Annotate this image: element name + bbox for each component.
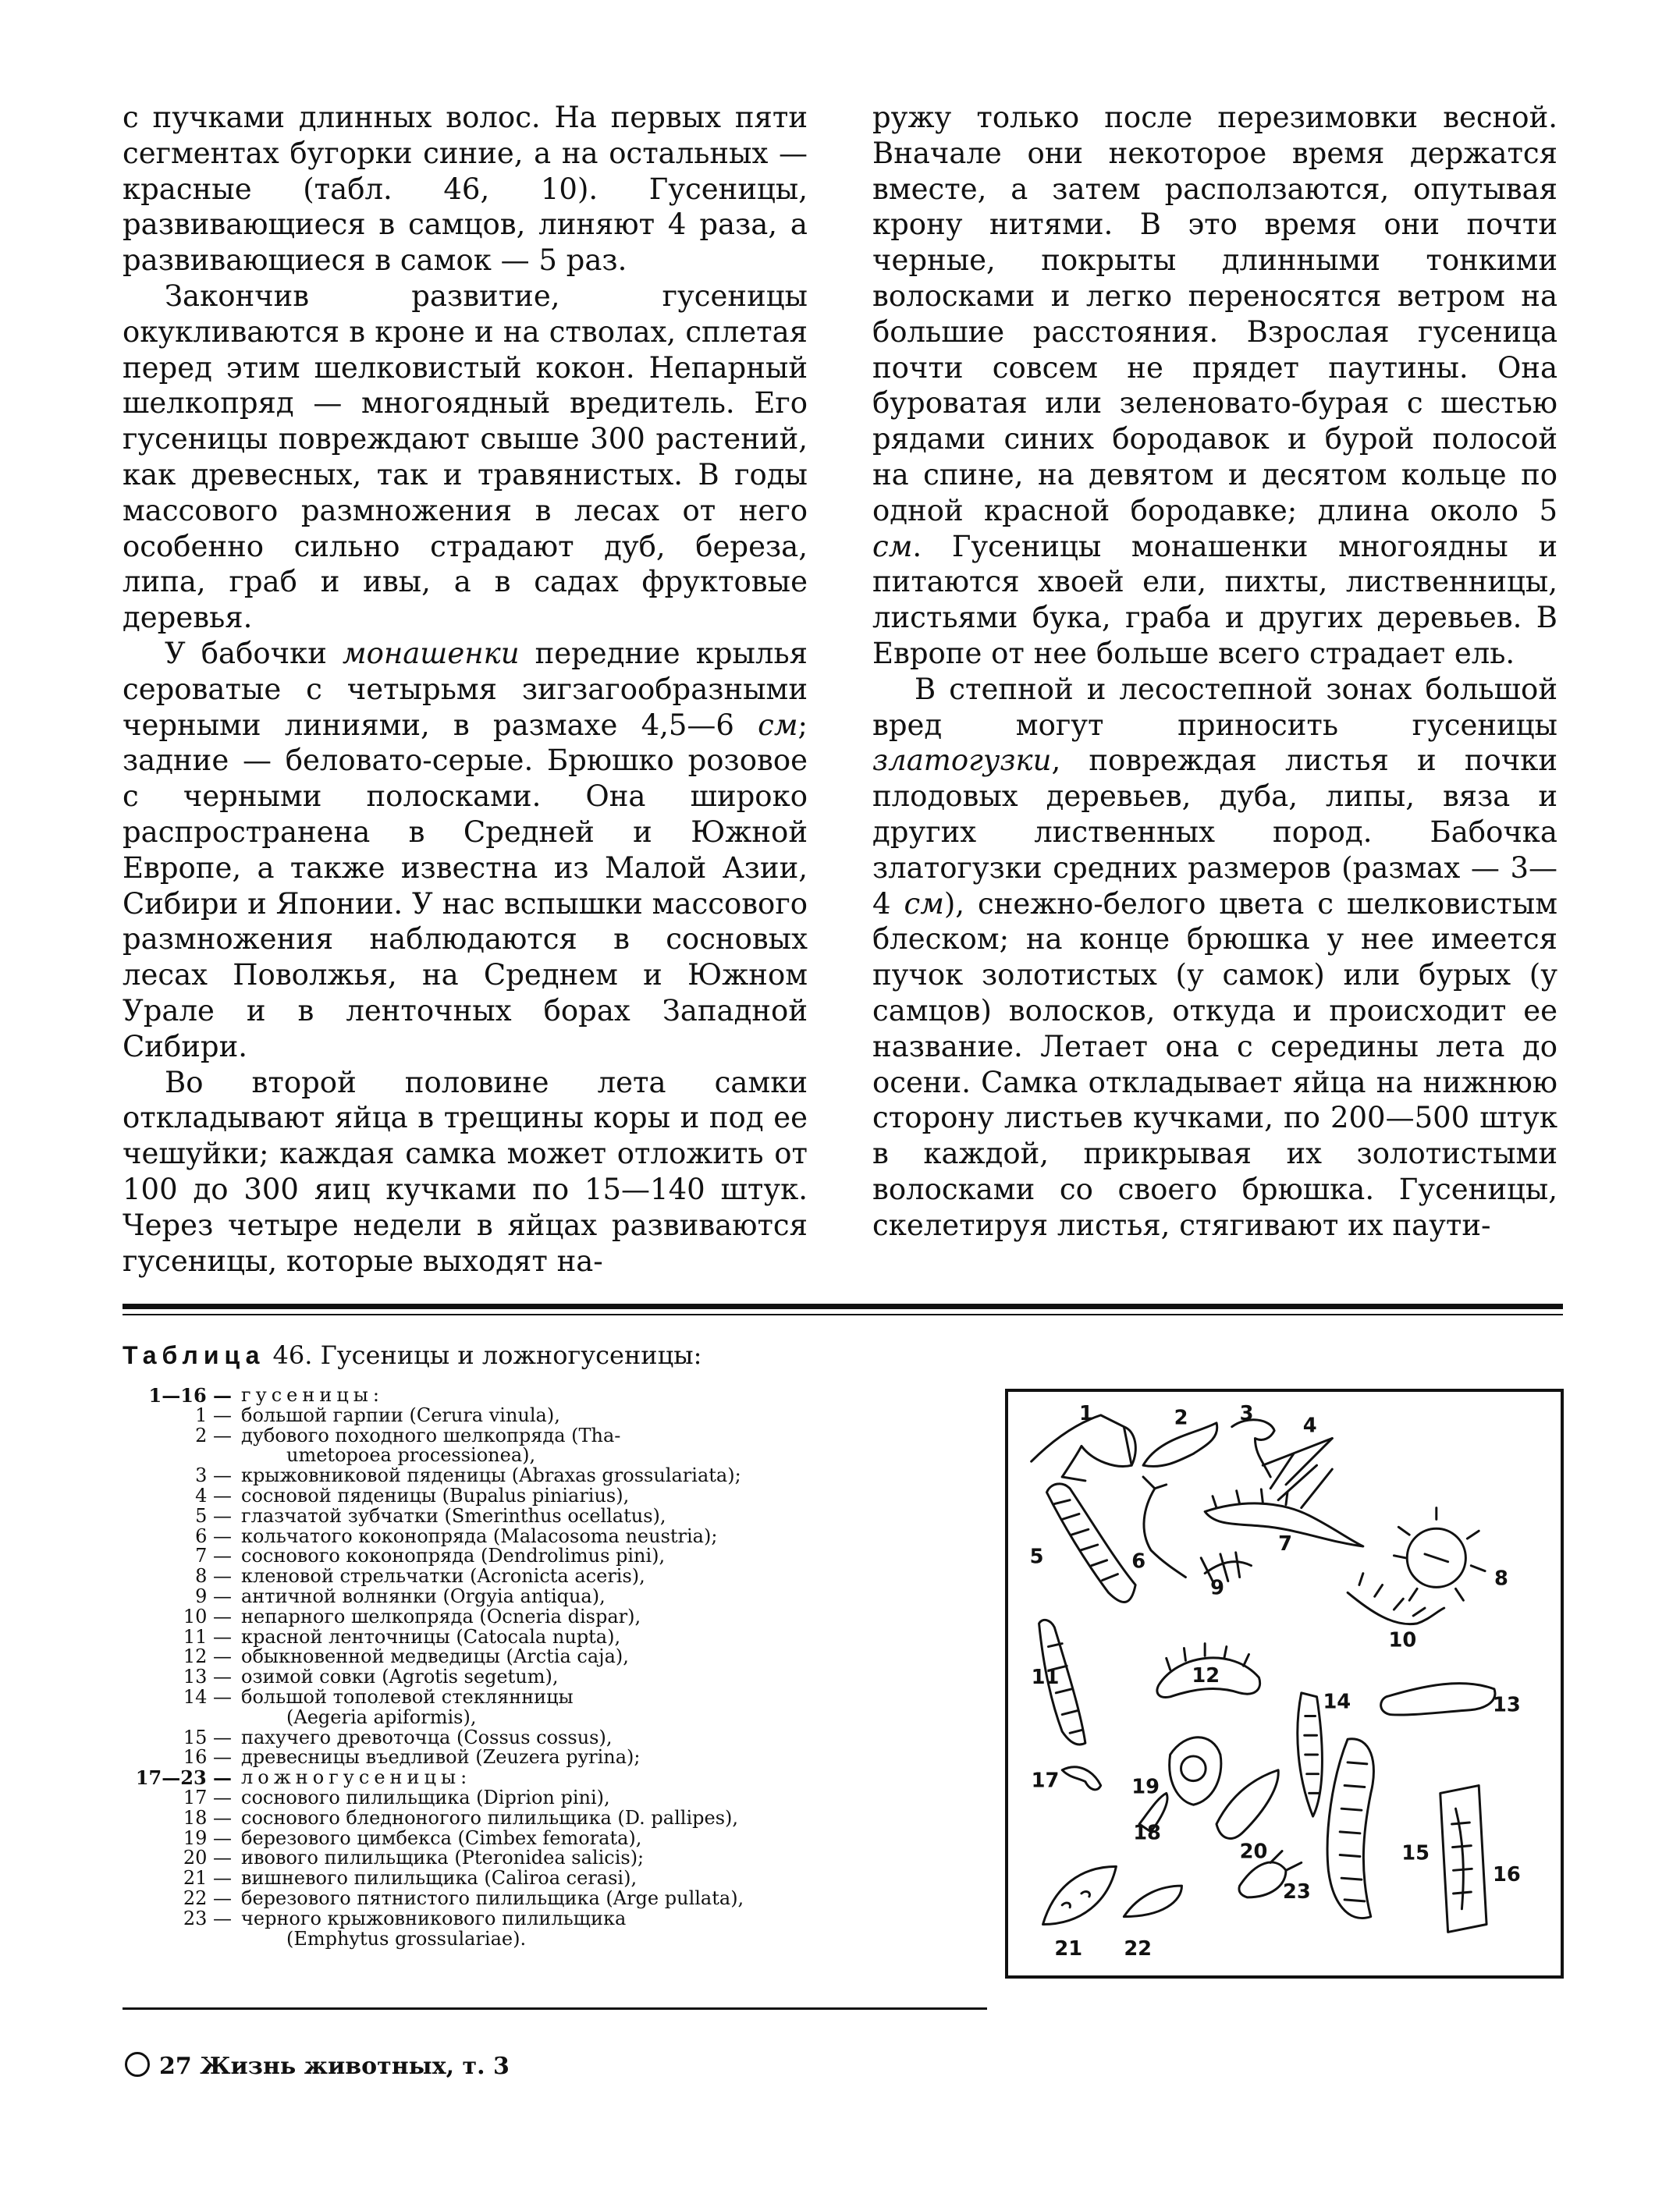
caterpillar-5 — [1046, 1484, 1135, 1603]
figure-label: 16 — [1492, 1863, 1521, 1887]
legend-text: непарного шелкопряда (Ocneria dispar), — [241, 1605, 641, 1627]
legend-text: (Aegeria apiformis), — [286, 1706, 477, 1728]
figure-label: 21 — [1054, 1937, 1083, 1961]
legend-text: соснового пилильщика (Diprion pini), — [241, 1786, 610, 1808]
legend-number: 6 — — [195, 1524, 232, 1547]
legend-text: (Emphytus grossulariae). — [286, 1927, 527, 1950]
legend-number: 10 — — [183, 1605, 232, 1627]
right-text-column — [872, 100, 1557, 1244]
legend-text: гусеницы: — [241, 1384, 384, 1406]
legend-number: 9 — — [195, 1585, 232, 1607]
legend-number: 21 — — [183, 1867, 232, 1890]
legend-text: красной ленточницы (Catocala nupta), — [241, 1625, 621, 1648]
legend-number: 14 — — [183, 1685, 232, 1708]
figure-label: 5 — [1029, 1545, 1044, 1569]
legend-text: кольчатого коконопряда (Malacosoma neustria); — [241, 1524, 718, 1547]
legend-text: древесницы въедливой (Zeuzera pyrina); — [241, 1746, 641, 1769]
legend-number: 4 — — [195, 1484, 232, 1507]
legend-number: 18 — — [183, 1806, 232, 1829]
legend-text: озимой совки (Agrotis segetum), — [241, 1666, 559, 1688]
figure-label: 12 — [1192, 1664, 1220, 1688]
caterpillar-16 — [1440, 1786, 1486, 1933]
legend-text: березового пятнистого пилильщика (Arge pullata), — [241, 1887, 744, 1909]
figure-label: 17 — [1031, 1769, 1060, 1793]
text-run: ), снежно-белого цвета с шелковистым блеском; на конце брюшка у нее имеется пучок золотистых (у самок) или бурых (у самцов) волосков, откуда и происходит ее название. Летает она с середины лета до осени. Самка откладывает яйца на нижнюю сторону листьев кучками, по 200—500 штук в каждой, прикрывая их золотистыми волосками со своего брюшка. Гусеницы, скелетируя листья, стягивают их паути- — [872, 886, 1557, 1242]
figure-label: 10 — [1388, 1628, 1417, 1652]
species-term: монашенки — [342, 636, 520, 670]
legend-number: 1 — — [195, 1404, 232, 1426]
legend-number: 11 — — [183, 1625, 232, 1648]
caterpillar-6 — [1143, 1477, 1185, 1578]
section-divider-thin — [123, 1314, 1563, 1315]
figure-label: 18 — [1133, 1821, 1161, 1845]
legend-number: 5 — — [195, 1504, 232, 1527]
legend-number: 22 — — [183, 1887, 232, 1909]
left-paragraph-2: Закончив развитие, гусеницы окукливаются в кроне и на стволах, сплетая перед этим шелковистый кокон. Непарный шелкопряд — многоядный вредитель. Его гусеницы повреждают свыше 300 растений, как древесных, так и травянистых. В годы массового размножения в лесах от него особенно сильно страдают дуб, береза, липа, граб и ивы, а в садах фруктовые деревья. — [123, 279, 808, 635]
text-run: В степной и лесостепной зонах большой вред могут приносить гусеницы — [872, 672, 1557, 742]
legend-text: березового цимбекса (Cimbex femorata), — [241, 1826, 642, 1849]
legend-text: umetopoea processionea), — [286, 1444, 536, 1467]
footer-circle-mark — [125, 2052, 150, 2077]
text-run: , повреждая листья и почки плодовых деревьев, дуба, липы, вяза и других лиственных пород. Бабочка златогузки средних размеров (размах — 3—4 — [872, 744, 1557, 921]
figure-label: 20 — [1239, 1840, 1268, 1864]
figure-label: 7 — [1278, 1532, 1292, 1556]
legend-text: глазчатой зубчатки (Smerinthus ocellatus), — [241, 1504, 666, 1527]
caterpillar-8 — [1394, 1508, 1485, 1601]
text-run: ; задние — беловато-серые. Брюшко розовое с черными полосками. Она широко распространена в Средней и Южной Европе, а также известна из Малой Азии, Сибири и Японии. У нас вспышки массового размножения наблюдаются в сосновых лесах Поволжья, на Среднем и Южном Урале и в ленточных борах Западной Сибири. — [123, 708, 808, 1063]
figure-label: 8 — [1494, 1567, 1508, 1591]
figure-label: 22 — [1124, 1937, 1153, 1961]
caterpillar-19 — [1170, 1737, 1221, 1805]
unit-term: см — [872, 529, 913, 563]
text-run: ружу только после перезимовки весной. Вначале они некоторое время держатся вместе, а затем расползаются, опутывая крону нитями. В это время они почти черные, покрыты длинными тонкими волосками и легко переносятся ветром на большие расстояния. Взрослая гусеница почти совсем не прядет паутины. Она буроватая или зеленовато-бурая с шестью рядами синих бородавок и бурой полосой на спине, на девятом и десятом кольце по одной красной бородавке; длина около 5 — [872, 101, 1557, 527]
caterpillar-15 — [1327, 1739, 1373, 1918]
figure-label: 9 — [1210, 1576, 1224, 1600]
footer-signature: 27 Жизнь животных, т. 3 — [159, 2053, 510, 2080]
legend-number: 23 — — [183, 1907, 232, 1929]
right-paragraph-2 — [872, 672, 1557, 1244]
legend-number: 12 — — [183, 1645, 232, 1668]
legend-number: 8 — — [195, 1565, 232, 1588]
legend-text: обыкновенной медведицы (Arctia caja), — [241, 1645, 629, 1668]
caterpillar-3 — [1232, 1420, 1274, 1477]
legend-number: 2 — — [195, 1424, 232, 1446]
section-divider-thick — [123, 1304, 1563, 1309]
legend-number: 1—16 — — [148, 1384, 232, 1407]
caterpillar-10 — [1348, 1574, 1444, 1624]
caption-bottom-rule — [123, 2007, 987, 2010]
figure-label: 1 — [1078, 1401, 1093, 1425]
left-paragraph-1: с пучками длинных волос. На первых пяти сегментах бугорки синие, а на остальных — красные (табл. 46, 10). Гусеницы, развивающиеся в самцов, линяют 4 раза, а развивающиеся в самок — 5 раз. — [123, 101, 808, 278]
figure-label: 3 — [1239, 1401, 1254, 1425]
text-run: У бабочки — [165, 636, 343, 670]
legend-text: ложногусеницы: — [241, 1766, 472, 1789]
legend-number: 17 — — [183, 1786, 232, 1808]
figure-label: 15 — [1401, 1841, 1430, 1865]
caterpillar-14 — [1298, 1693, 1323, 1816]
caterpillar-22 — [1124, 1886, 1181, 1917]
figure-label: 2 — [1174, 1406, 1188, 1430]
legend-text: кленовой стрельчатки (Acronicta aceris), — [241, 1565, 645, 1588]
figure-label: 14 — [1323, 1690, 1351, 1714]
legend-text: пахучего древоточца (Cossus cossus), — [241, 1726, 613, 1748]
left-paragraph-3 — [123, 636, 808, 1065]
figure-label: 11 — [1031, 1666, 1060, 1689]
figure-label: 19 — [1131, 1775, 1160, 1799]
caption-label: Таблица — [123, 1341, 265, 1369]
page-footer — [125, 2052, 510, 2080]
legend-number: 17—23 — — [135, 1766, 232, 1790]
figure-label: 6 — [1131, 1549, 1146, 1574]
legend-text: соснового коконопряда (Dendrolimus pini), — [241, 1545, 666, 1567]
left-text-column — [123, 100, 808, 1279]
caterpillar-20 — [1216, 1770, 1278, 1839]
caterpillar-drawing — [1008, 1392, 1561, 1975]
caption-text: 46. Гусеницы и ложногусеницы: — [265, 1340, 702, 1370]
caterpillar-9 — [1201, 1553, 1251, 1581]
figure-label: 4 — [1302, 1414, 1317, 1438]
unit-term: см — [758, 708, 798, 742]
legend-text: черного крыжовникового пилильщика — [241, 1907, 627, 1929]
legend-text: большой тополевой стеклянницы — [241, 1685, 574, 1708]
legend-text: большой гарпии (Cerura vinula), — [241, 1404, 560, 1426]
text-run: передние крылья сероватые с четырьмя зигзагообразными черными линиями, в размахе 4,5—6 — [123, 636, 808, 742]
legend-number: 3 — — [195, 1464, 232, 1487]
left-paragraph-4: Во второй половине лета самки откладывают яйца в трещины коры и под ее чешуйки; каждая самка может отложить от 100 до 300 яиц кучками по 15—140 штук. Через четыре недели в яйцах развиваются гусеницы, которые выходят на- — [123, 1065, 808, 1278]
legend-text: сосновой пяденицы (Bupalus piniarius), — [241, 1484, 630, 1507]
legend-number: 15 — — [183, 1726, 232, 1748]
species-term: златогузки — [872, 744, 1052, 778]
legend-text: крыжовниковой пяденицы (Abraxas grossulariata); — [241, 1464, 741, 1487]
caterpillar-21 — [1042, 1866, 1116, 1924]
text-run: . Гусеницы монашенки многоядны и питаются хвоей ели, пихты, лиственницы, листьями бука, граба и других деревьев. В Европе от нее больше всего страдает ель. — [872, 529, 1557, 670]
figure-label: 13 — [1492, 1693, 1521, 1717]
legend-text: вишневого пилильщика (Caliroa cerasi), — [241, 1867, 638, 1890]
legend-number: 16 — — [183, 1746, 232, 1769]
legend-text: ивового пилильщика (Pteronidea salicis); — [241, 1847, 645, 1869]
figure-label: 23 — [1283, 1879, 1311, 1904]
table-caption — [123, 1340, 701, 1370]
caterpillar-17 — [1062, 1767, 1100, 1790]
caterpillar-13 — [1381, 1684, 1495, 1715]
legend-text: дубового походного шелкопряда (Tha- — [241, 1424, 621, 1446]
caterpillar-illustration — [1005, 1389, 1564, 1979]
legend-number: 20 — — [183, 1847, 232, 1869]
caterpillar-4 — [1263, 1439, 1332, 1508]
legend-number: 19 — — [183, 1826, 232, 1849]
legend-number: 7 — — [195, 1545, 232, 1567]
legend-text: античной волнянки (Orgyia antiqua), — [241, 1585, 606, 1607]
right-paragraph-1 — [872, 100, 1557, 672]
legend-number: 13 — — [183, 1666, 232, 1688]
unit-term: см — [904, 886, 944, 921]
legend-text: соснового бледноногого пилильщика (D. pallipes), — [241, 1806, 739, 1829]
